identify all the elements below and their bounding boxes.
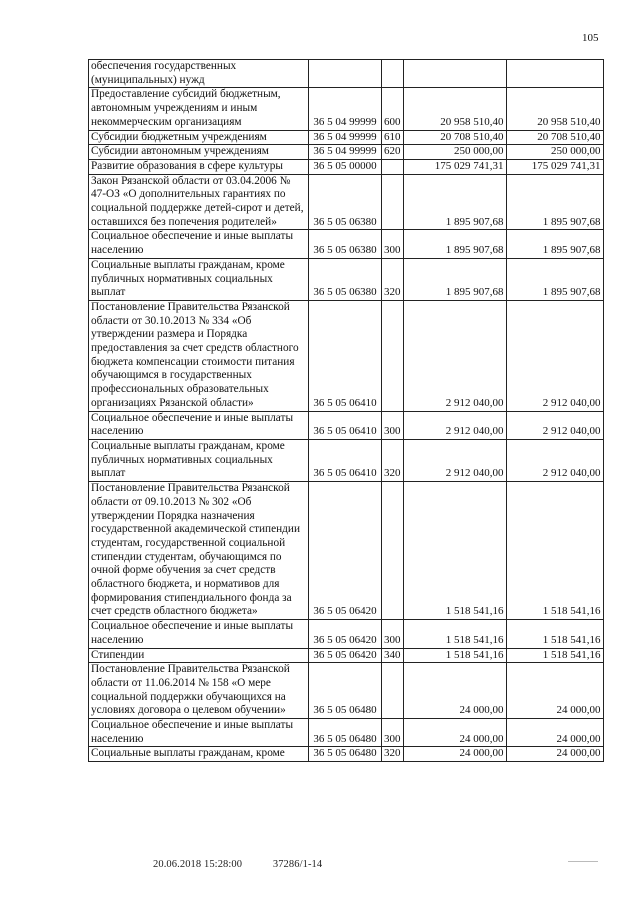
page-number: 105 (582, 32, 599, 44)
table-row (89, 159, 604, 174)
row-name-cell: Социальное обеспечение и иные выплаты населению (89, 411, 309, 439)
row-code-cell: 36 5 05 06420 (309, 620, 382, 648)
row-sum2-cell: 2 912 040,00 (506, 439, 603, 481)
row-code-cell: 36 5 05 06480 (309, 719, 382, 747)
row-sum2-cell: 2 912 040,00 (506, 300, 603, 411)
row-sum1-cell: 20 958 510,40 (403, 88, 506, 130)
row-name-cell: Социальное обеспечение и иные выплаты населению (89, 620, 309, 648)
footer-doc-id: 37286/1-14 (272, 859, 323, 870)
row-type-cell: 320 (382, 747, 404, 762)
row-code-cell: 36 5 05 06420 (309, 482, 382, 620)
table-row (89, 258, 604, 300)
row-code-cell: 36 5 05 06410 (309, 411, 382, 439)
row-type-cell: 300 (382, 411, 404, 439)
row-type-cell: 610 (382, 130, 404, 145)
row-sum2-cell: 1 895 907,68 (506, 230, 603, 258)
row-type-cell: 320 (382, 439, 404, 481)
row-type-cell (382, 663, 404, 719)
row-name-cell: Субсидии автономным учреждениям (89, 145, 309, 160)
table-row (89, 411, 604, 439)
row-code-cell (309, 60, 382, 88)
row-code-cell: 36 5 04 99999 (309, 130, 382, 145)
row-name-cell: Стипендии (89, 648, 309, 663)
row-sum1-cell: 1 895 907,68 (403, 174, 506, 230)
row-sum1-cell: 24 000,00 (403, 747, 506, 762)
row-sum1-cell (403, 60, 506, 88)
row-code-cell: 36 5 05 06410 (309, 300, 382, 411)
table-row (89, 300, 604, 411)
row-type-cell: 300 (382, 230, 404, 258)
row-type-cell (382, 60, 404, 88)
row-type-cell (382, 482, 404, 620)
row-sum1-cell: 175 029 741,31 (403, 159, 506, 174)
row-code-cell: 36 5 05 06380 (309, 230, 382, 258)
row-name-cell: Закон Рязанской области от 03.04.2006 № 47-ОЗ «О дополнительных гарантиях по социальной поддержке детей-сирот и детей, оставшихся без попечения родителей» (89, 174, 309, 230)
row-sum1-cell: 1 895 907,68 (403, 258, 506, 300)
row-sum2-cell: 1 895 907,68 (506, 258, 603, 300)
table-row (89, 663, 604, 719)
row-sum1-cell: 2 912 040,00 (403, 300, 506, 411)
row-name-cell: Постановление Правительства Рязанской области от 09.10.2013 № 302 «Об утверждении Порядка назначения государственной академической стипендии студентам, государственной социальной стипендии студентам, обучающимся по очной форме обучения за счет средств областного бюджета, и нормативов для формирования стипендиального фонда за счет средств областного бюджета» (89, 482, 309, 620)
row-sum2-cell: 2 912 040,00 (506, 411, 603, 439)
row-type-cell (382, 300, 404, 411)
row-sum2-cell: 20 708 510,40 (506, 130, 603, 145)
row-sum2-cell: 175 029 741,31 (506, 159, 603, 174)
document-footer (153, 859, 322, 870)
table-row (89, 60, 604, 88)
row-code-cell: 36 5 05 06380 (309, 174, 382, 230)
row-type-cell (382, 174, 404, 230)
budget-table (88, 59, 604, 762)
row-code-cell: 36 5 05 06410 (309, 439, 382, 481)
row-sum2-cell: 1 518 541,16 (506, 648, 603, 663)
row-code-cell: 36 5 05 00000 (309, 159, 382, 174)
scan-mark (568, 861, 598, 862)
table-row (89, 439, 604, 481)
row-sum2-cell: 1 895 907,68 (506, 174, 603, 230)
table-row (89, 130, 604, 145)
row-sum1-cell: 24 000,00 (403, 719, 506, 747)
row-code-cell: 36 5 05 06420 (309, 648, 382, 663)
table-row (89, 174, 604, 230)
row-sum2-cell: 24 000,00 (506, 663, 603, 719)
row-name-cell: Развитие образования в сфере культуры (89, 159, 309, 174)
row-sum1-cell: 2 912 040,00 (403, 411, 506, 439)
row-type-cell (382, 159, 404, 174)
row-type-cell: 320 (382, 258, 404, 300)
row-sum1-cell: 1 518 541,16 (403, 620, 506, 648)
row-sum2-cell (506, 60, 603, 88)
row-name-cell: Социальное обеспечение и иные выплаты населению (89, 719, 309, 747)
row-sum1-cell: 1 518 541,16 (403, 482, 506, 620)
table-row (89, 482, 604, 620)
row-name-cell: Постановление Правительства Рязанской области от 11.06.2014 № 158 «О мере социальной поддержки обучающихся на условиях договора о целевом обучении» (89, 663, 309, 719)
row-sum1-cell: 1 895 907,68 (403, 230, 506, 258)
table-row (89, 648, 604, 663)
row-type-cell: 300 (382, 719, 404, 747)
table-row (89, 620, 604, 648)
row-type-cell: 340 (382, 648, 404, 663)
row-code-cell: 36 5 04 99999 (309, 145, 382, 160)
row-sum2-cell: 1 518 541,16 (506, 482, 603, 620)
table-row (89, 145, 604, 160)
row-name-cell: Социальные выплаты гражданам, кроме публичных нормативных социальных выплат (89, 439, 309, 481)
table-row (89, 719, 604, 747)
row-sum2-cell: 24 000,00 (506, 719, 603, 747)
table-row (89, 747, 604, 762)
row-sum1-cell: 1 518 541,16 (403, 648, 506, 663)
row-sum1-cell: 250 000,00 (403, 145, 506, 160)
row-name-cell: Постановление Правительства Рязанской области от 30.10.2013 № 334 «Об утверждении размера и Порядка предоставления за счет средств областного бюджета компенсации стоимости питания обучающимся в государственных профессиональных образовательных организациях Рязанской области» (89, 300, 309, 411)
row-code-cell: 36 5 04 99999 (309, 88, 382, 130)
row-name-cell: Предоставление субсидий бюджетным, автономным учреждениям и иным некоммерческим организациям (89, 88, 309, 130)
row-sum1-cell: 24 000,00 (403, 663, 506, 719)
row-name-cell: обеспечения государственных (муниципальных) нужд (89, 60, 309, 88)
row-sum2-cell: 24 000,00 (506, 747, 603, 762)
table-row (89, 88, 604, 130)
row-name-cell: Социальные выплаты гражданам, кроме публичных нормативных социальных выплат (89, 258, 309, 300)
row-name-cell: Субсидии бюджетным учреждениям (89, 130, 309, 145)
row-name-cell: Социальное обеспечение и иные выплаты населению (89, 230, 309, 258)
footer-datetime: 20.06.2018 15:28:00 (153, 859, 243, 870)
row-sum1-cell: 2 912 040,00 (403, 439, 506, 481)
row-sum2-cell: 1 518 541,16 (506, 620, 603, 648)
row-sum2-cell: 20 958 510,40 (506, 88, 603, 130)
row-code-cell: 36 5 05 06480 (309, 747, 382, 762)
row-type-cell: 600 (382, 88, 404, 130)
row-code-cell: 36 5 05 06380 (309, 258, 382, 300)
row-type-cell: 620 (382, 145, 404, 160)
row-type-cell: 300 (382, 620, 404, 648)
row-sum1-cell: 20 708 510,40 (403, 130, 506, 145)
table-row (89, 230, 604, 258)
row-code-cell: 36 5 05 06480 (309, 663, 382, 719)
row-sum2-cell: 250 000,00 (506, 145, 603, 160)
row-name-cell: Социальные выплаты гражданам, кроме (89, 747, 309, 762)
